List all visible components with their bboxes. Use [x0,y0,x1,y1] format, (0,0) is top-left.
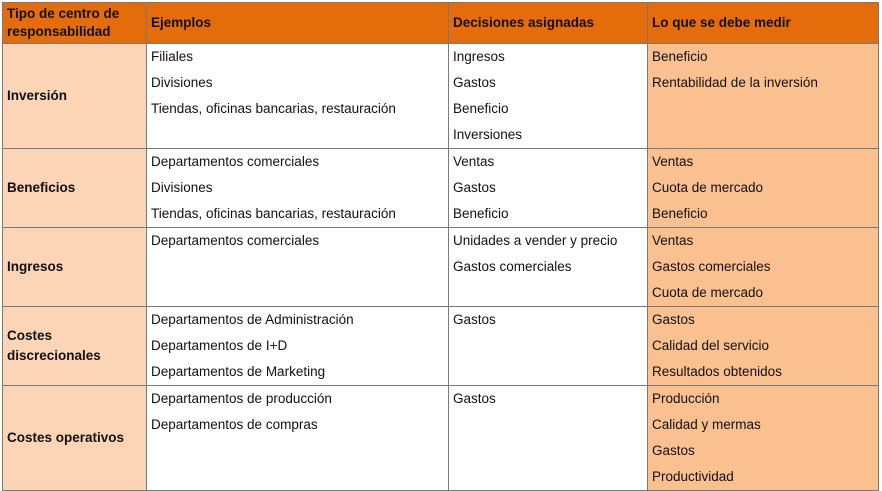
responsibility-centers-table [2,2,879,491]
decision-item: Gastos [453,312,496,327]
example-item: Departamentos de Administración [151,312,354,327]
measure-item: Gastos comerciales [652,259,771,274]
examples-cell [147,307,449,386]
table-row [3,149,879,228]
example-item: Departamentos de I+D [151,338,288,353]
measure-item: Cuota de mercado [652,180,764,195]
measure-item: Calidad y mermas [652,417,761,432]
examples-cell [147,44,449,149]
measures-cell [648,386,879,491]
decisions-cell [449,44,648,149]
header-type: Tipo de centro de responsabilidad [3,3,147,44]
decisions-cell [449,307,648,386]
decision-item: Ventas [453,154,495,169]
decision-item: Ingresos [453,49,505,64]
example-item: Departamentos comerciales [151,233,320,248]
measure-item: Rentabilidad de la inversión [652,75,818,90]
measure-item: Producción [652,391,720,406]
table-row [3,307,879,386]
measure-item: Ventas [652,154,694,169]
table-row [3,386,879,491]
example-item: Filiales [151,49,194,64]
measure-item: Ventas [652,233,694,248]
decision-item: Beneficio [453,101,509,116]
example-item: Tiendas, oficinas bancarias, restauración [151,206,396,221]
decision-item: Gastos [453,180,496,195]
header-examples: Ejemplos [147,3,449,44]
example-item: Departamentos de compras [151,417,318,432]
decision-item: Unidades a vender y precio [453,233,618,248]
measure-item: Gastos [652,443,695,458]
examples-cell [147,228,449,307]
decision-item: Gastos [453,391,496,406]
measure-item: Calidad del servicio [652,338,770,353]
measure-item: Gastos [652,312,695,327]
decisions-cell [449,149,648,228]
examples-cell [147,386,449,491]
example-item: Departamentos de Marketing [151,364,326,379]
center-type: Ingresos [3,228,147,307]
measure-item: Beneficio [652,206,708,221]
center-type: Beneficios [3,149,147,228]
measures-cell [648,228,879,307]
measures-cell [648,149,879,228]
examples-cell [147,149,449,228]
center-type: Inversión [3,44,147,149]
header-measures: Lo que se debe medir [648,3,879,44]
example-item: Departamentos de producción [151,391,332,406]
center-type: Costes operativos [3,386,147,491]
decisions-cell [449,228,648,307]
measure-item: Productividad [652,469,734,484]
measure-item: Beneficio [652,49,708,64]
example-item: Divisiones [151,75,213,90]
example-item: Departamentos comerciales [151,154,320,169]
table-row [3,44,879,149]
decision-item: Gastos comerciales [453,259,572,274]
center-type: Costes discrecionales [3,307,147,386]
measure-item: Cuota de mercado [652,285,764,300]
header-decisions: Decisiones asignadas [449,3,648,44]
example-item: Divisiones [151,180,213,195]
decision-item: Gastos [453,75,496,90]
measures-cell [648,307,879,386]
decisions-cell [449,386,648,491]
example-item: Tiendas, oficinas bancarias, restauración [151,101,396,116]
header-row [3,3,879,44]
measure-item: Resultados obtenidos [652,364,782,379]
measures-cell [648,44,879,149]
decision-item: Beneficio [453,206,509,221]
table-row [3,228,879,307]
decision-item: Inversiones [453,127,523,142]
